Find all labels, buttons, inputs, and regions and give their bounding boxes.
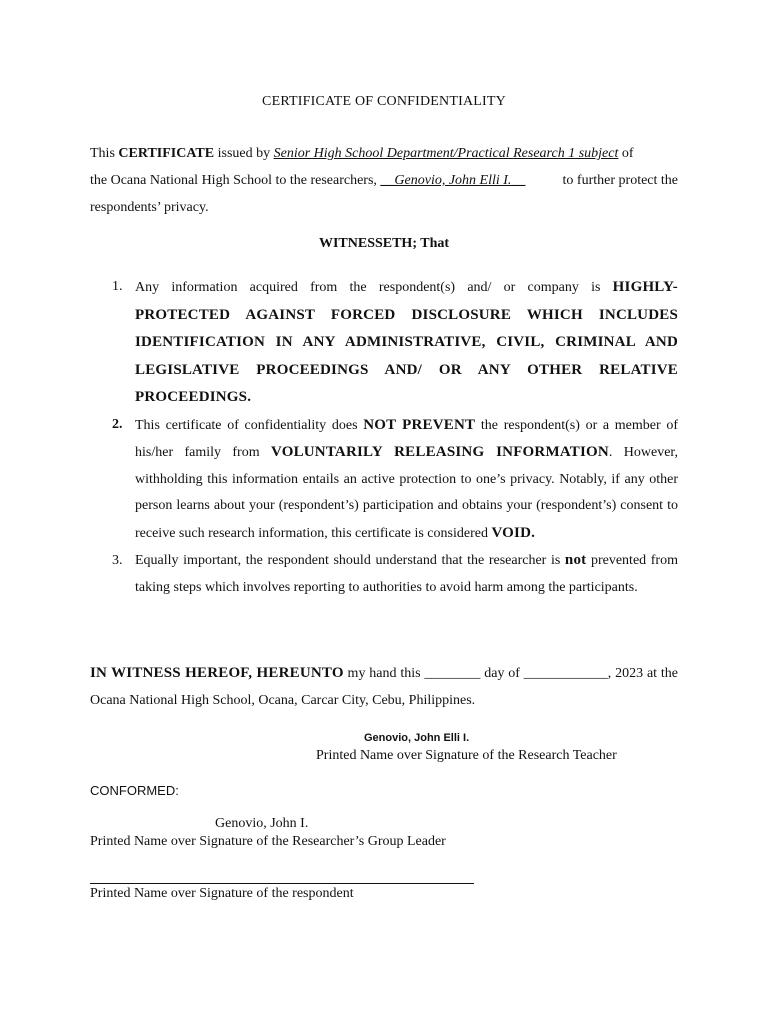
list-number: 2. bbox=[112, 416, 123, 432]
respondent-signature-caption: Printed Name over Signature of the respondent bbox=[90, 886, 354, 901]
researchers-name: __Genovio, John Elli I.__ bbox=[380, 173, 526, 188]
intro-line-2 bbox=[90, 167, 678, 194]
clause-text: This certificate of confidentiality does bbox=[135, 417, 364, 433]
conformed-label: CONFORMED: bbox=[90, 783, 179, 798]
list-item bbox=[90, 274, 678, 412]
hereof-bold-text: IN WITNESS HEREOF, HEREUNTO bbox=[90, 665, 344, 681]
intro-line-1 bbox=[90, 140, 678, 167]
month-blank: ____________ bbox=[523, 666, 608, 681]
teacher-signature-caption: Printed Name over Signature of the Research Teacher bbox=[316, 748, 617, 763]
clause-bold-text: HIGHLY-PROTECTED AGAINST FORCED DISCLOSURE WHICH INCLUDES IDENTIFICATION IN ANY ADMINISTRATIVE, CIVIL, CRIMINAL AND LEGISLATIVE PROCEEDINGS AND/ OR ANY OTHER RELATIVE PROCEEDINGS. bbox=[135, 279, 678, 405]
document-title: CERTIFICATE OF CONFIDENTIALITY bbox=[262, 94, 506, 109]
list-number: 3. bbox=[112, 553, 123, 568]
hereof-text: , 2023 at the Ocana National High School, Ocana, Carcar City, Cebu, Philippines. bbox=[90, 666, 678, 708]
clause-bold-text: not bbox=[564, 552, 587, 568]
group-leader-signature-caption: Printed Name over Signature of the Researcher’s Group Leader bbox=[90, 834, 446, 849]
intro-text: of bbox=[618, 146, 634, 161]
respondent-signature-line bbox=[90, 883, 474, 884]
intro-certificate-word: CERTIFICATE bbox=[118, 146, 215, 161]
day-blank: ________ bbox=[424, 666, 481, 681]
list-number: 1. bbox=[112, 279, 123, 294]
clause-text: Equally important, the respondent should understand that the researcher is bbox=[135, 553, 565, 568]
intro-paragraph bbox=[90, 140, 678, 221]
intro-line-3: respondents’ privacy. bbox=[90, 200, 209, 215]
clause-bold-text: VOLUNTARILY RELEASING INFORMATION bbox=[270, 444, 609, 460]
witness-hereof-paragraph bbox=[90, 660, 678, 714]
clause-text: Any information acquired from the respondent(s) and/ or company is bbox=[135, 280, 613, 295]
clause-text: the respondent(s) or a member of his/her family from bbox=[135, 417, 678, 460]
clause-bold-text: VOID. bbox=[491, 524, 536, 541]
group-leader-name: Genovio, John I. bbox=[215, 816, 309, 831]
clause-bold-text: NOT PREVENT bbox=[363, 416, 476, 433]
list-item bbox=[90, 412, 678, 548]
intro-text: the Ocana National High School to the researchers, bbox=[90, 173, 381, 188]
hereof-text: my hand this bbox=[343, 666, 425, 681]
hereof-text: day of bbox=[480, 666, 524, 681]
witnesseth-heading: WITNESSETH; That bbox=[318, 236, 450, 251]
list-item bbox=[90, 547, 678, 601]
clauses-list bbox=[90, 274, 678, 601]
teacher-name: Genovio, John Elli I. bbox=[364, 732, 470, 744]
issuer-name: Senior High School Department/Practical Research 1 subject bbox=[273, 146, 619, 161]
clause-text: prevented from taking steps which involves reporting to authorities to avoid harm among the participants. bbox=[135, 553, 678, 595]
intro-text: to further protect the bbox=[562, 173, 678, 188]
intro-text: issued by bbox=[214, 146, 274, 161]
intro-text: This bbox=[90, 146, 119, 161]
clause-text: . However, withholding this information entails an active protection to one’s privacy. Notably, if any other person learns about your (respondent’s) participation and obtains your (respondent’s) consent to receive such research information, this certificate is considered bbox=[135, 445, 679, 541]
